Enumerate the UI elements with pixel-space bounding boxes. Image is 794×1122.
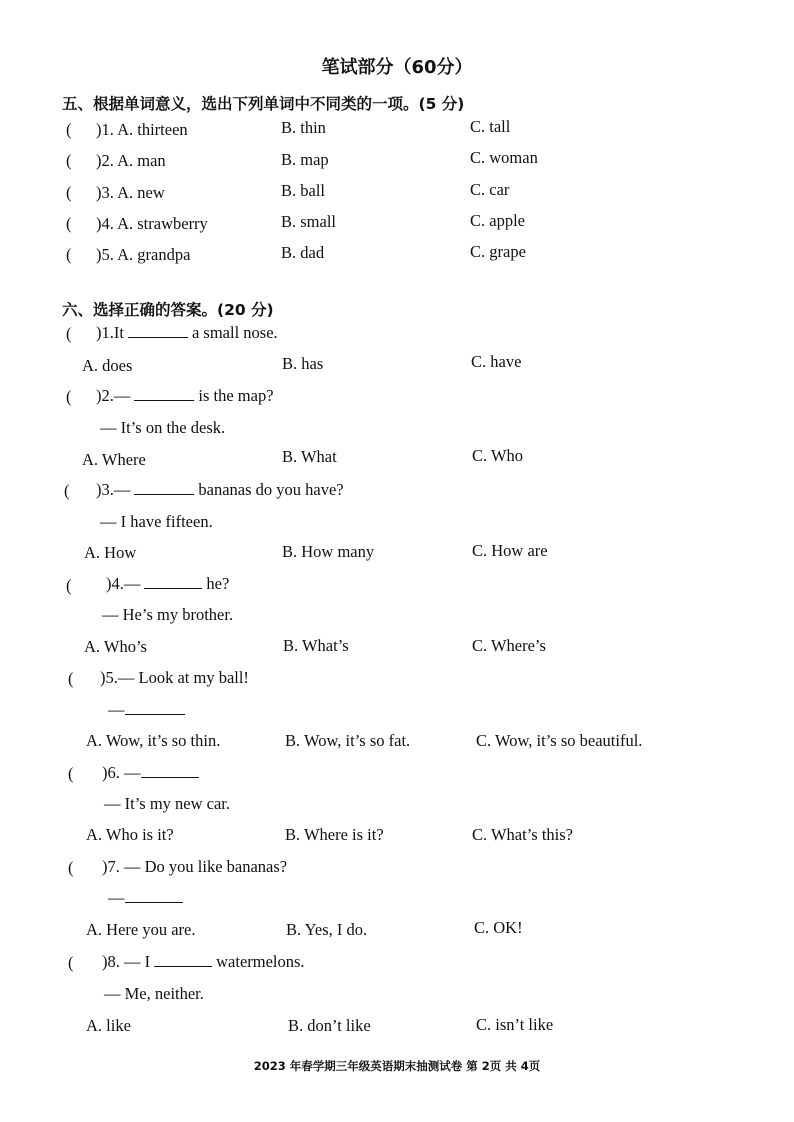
option-c: C. Where’s xyxy=(472,636,546,655)
question-1: )1.It a small nose. xyxy=(96,323,278,342)
question-7-reply: — xyxy=(108,888,187,908)
answer-blank xyxy=(144,574,202,589)
item-stem: )4. A. strawberry xyxy=(96,214,208,233)
answer-blank xyxy=(125,700,185,715)
option-b: B. map xyxy=(281,150,329,169)
answer-blank xyxy=(134,386,194,401)
question-4: )4.— he? xyxy=(106,574,230,593)
option-c: C. have xyxy=(471,352,522,371)
option-b: B. ball xyxy=(281,181,325,200)
option-c: C. woman xyxy=(470,148,538,167)
option-b: B. dad xyxy=(281,243,325,262)
page-title: 笔试部分（60分） xyxy=(321,57,473,78)
option-b: B. small xyxy=(281,212,337,231)
option-a: A. Who’s xyxy=(84,637,147,656)
option-b: B. Wow, it’s so fat. xyxy=(285,731,411,750)
page-footer: 2023 年春学期三年级英语期末抽测试卷 第 2页 共 4页 xyxy=(253,1059,541,1073)
answer-blank xyxy=(128,323,188,338)
option-a: A. How xyxy=(84,543,137,562)
option-c: C. grape xyxy=(470,242,526,261)
question-2: )2.— is the map? xyxy=(96,386,274,405)
option-c: C. isn’t like xyxy=(476,1015,554,1034)
option-a: A. Who is it? xyxy=(86,825,174,844)
option-b: B. What’s xyxy=(283,636,349,655)
question-2-reply: — It’s on the desk. xyxy=(100,418,226,437)
question-3-reply: — I have fifteen. xyxy=(100,512,213,531)
option-b: B. What xyxy=(282,447,337,466)
option-a: A. does xyxy=(82,356,133,375)
option-a: A. Wow, it’s so thin. xyxy=(86,731,221,750)
question-3: )3.— bananas do you have? xyxy=(96,480,344,499)
section-6-heading: 六、选择正确的答案。(20 分) xyxy=(62,301,274,319)
question-6: )6. — xyxy=(102,763,203,783)
item-stem: )1. A. thirteen xyxy=(96,120,188,139)
question-5-reply: — xyxy=(108,700,189,720)
question-6-reply: — It’s my new car. xyxy=(104,794,231,813)
option-c: C. What’s this? xyxy=(472,825,573,844)
option-b: B. Yes, I do. xyxy=(286,920,368,939)
answer-blank xyxy=(125,888,183,903)
option-b: B. How many xyxy=(282,542,375,561)
option-c: C. tall xyxy=(470,117,511,136)
section-5-heading: 五、根据单词意义，选出下列单词中不同类的一项。(5 分) xyxy=(62,95,465,113)
question-5: )5.— Look at my ball! xyxy=(100,668,249,687)
option-b: B. don’t like xyxy=(288,1016,371,1035)
option-c: C. car xyxy=(470,180,510,199)
question-4-reply: — He’s my brother. xyxy=(102,605,234,624)
item-stem: )2. A. man xyxy=(96,151,166,170)
question-8-reply: — Me, neither. xyxy=(104,984,204,1003)
option-b: B. Where is it? xyxy=(285,825,384,844)
option-c: C. OK! xyxy=(474,918,523,937)
answer-blank xyxy=(134,480,194,495)
item-stem: )5. A. grandpa xyxy=(96,245,191,264)
question-8: )8. — I watermelons. xyxy=(102,952,305,971)
answer-blank xyxy=(141,763,199,778)
option-c: C. Wow, it’s so beautiful. xyxy=(476,731,643,750)
answer-blank xyxy=(154,952,212,967)
option-c: C. apple xyxy=(470,211,525,230)
option-b: B. thin xyxy=(281,118,326,137)
option-a: A. like xyxy=(86,1016,131,1035)
option-a: A. Here you are. xyxy=(86,920,196,939)
option-c: C. Who xyxy=(472,446,524,465)
option-b: B. has xyxy=(282,354,324,373)
option-a: A. Where xyxy=(82,450,146,469)
question-7: )7. — Do you like bananas? xyxy=(102,857,288,876)
option-c: C. How are xyxy=(472,541,548,560)
item-stem: )3. A. new xyxy=(96,183,165,202)
